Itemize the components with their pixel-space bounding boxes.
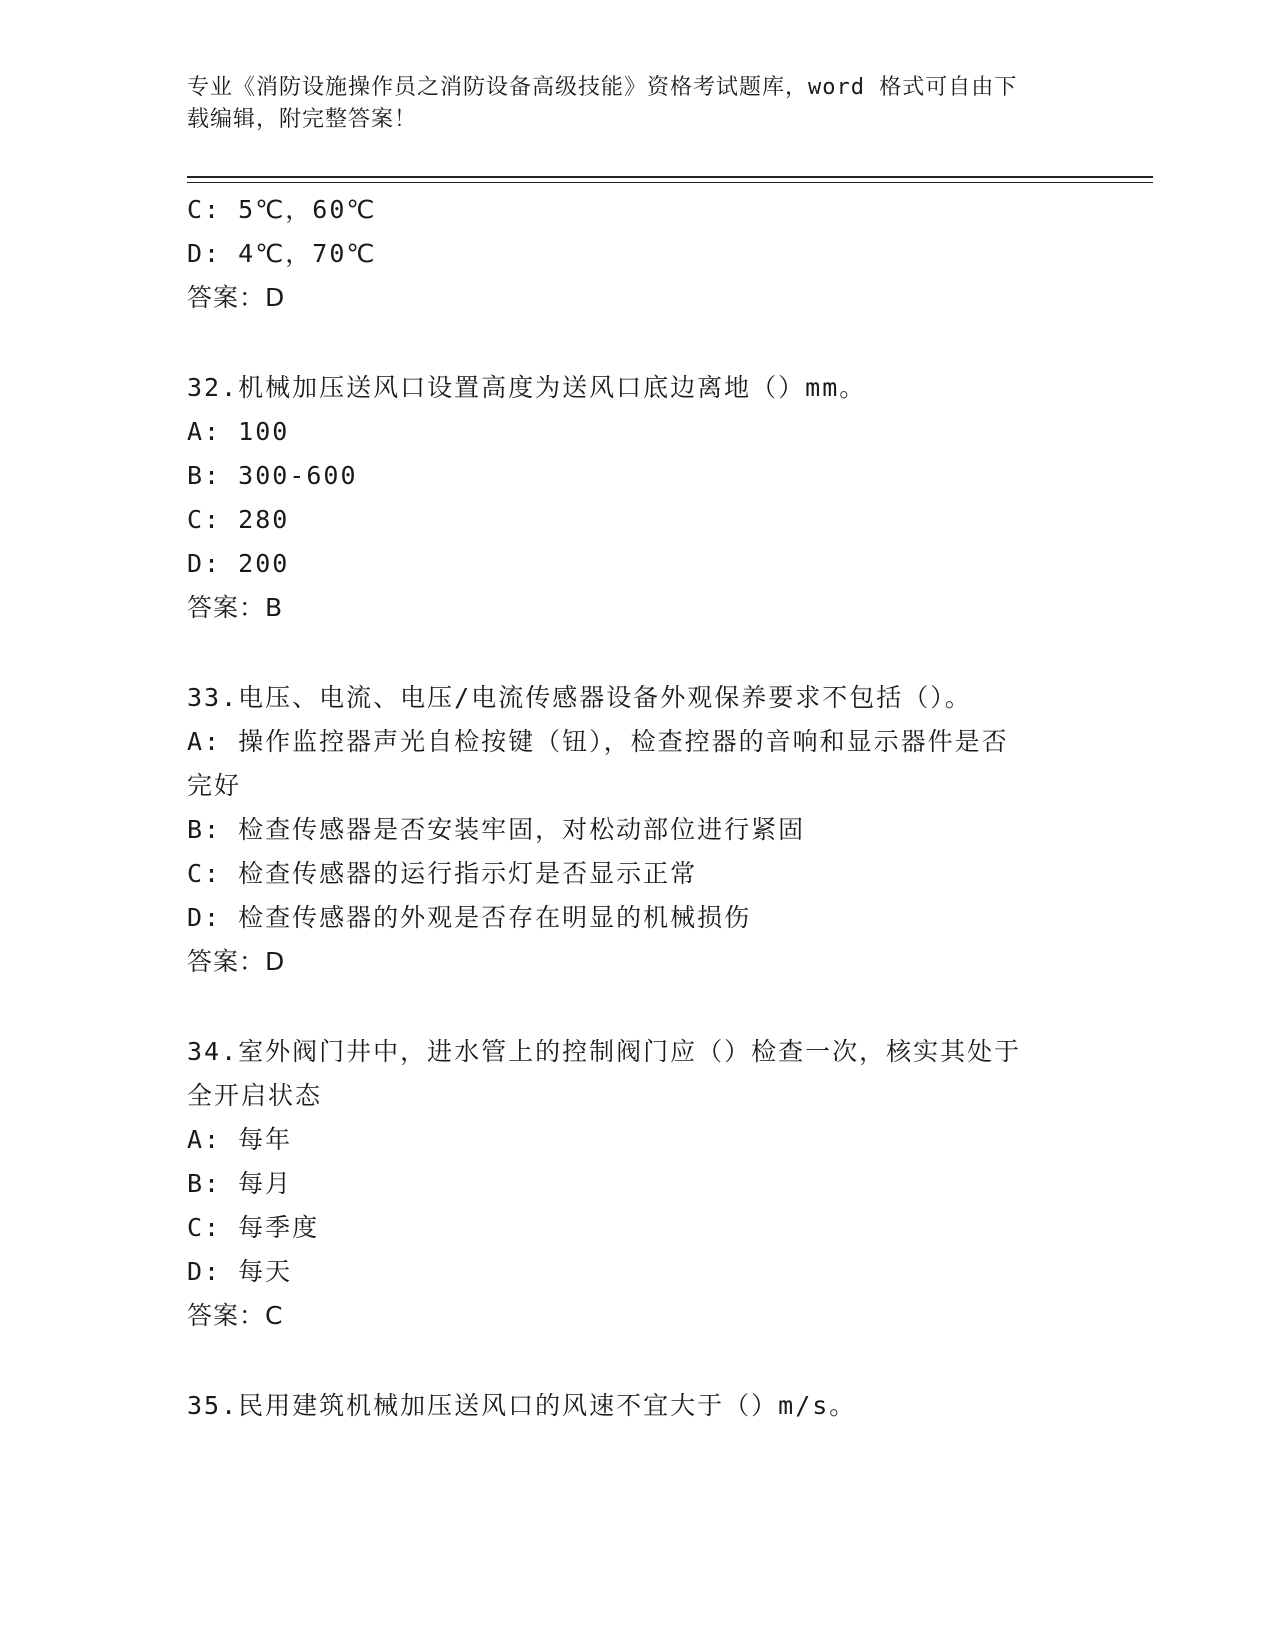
q34-stem-line-2: 全开启状态 bbox=[187, 1081, 323, 1110]
q33-option-a-line-2: 完好 bbox=[187, 771, 242, 800]
q32-answer: 答案：B bbox=[187, 593, 284, 622]
q32-stem: 32.机械加压送风口设置高度为送风口底边离地（）mm。 bbox=[187, 373, 867, 402]
q32-option-c: C: 280 bbox=[187, 505, 290, 534]
header-divider-thick bbox=[187, 176, 1153, 178]
q31-option-d: D: 4℃，70℃ bbox=[187, 239, 377, 268]
header-line-1: 专业《消防设施操作员之消防设备高级技能》资格考试题库，word 格式可自由下 bbox=[187, 75, 1018, 100]
q32-option-b: B: 300-600 bbox=[187, 461, 358, 490]
q34-answer: 答案：C bbox=[187, 1301, 284, 1330]
q31-option-c: C: 5℃，60℃ bbox=[187, 195, 377, 224]
q33-option-c: C: 检查传感器的运行指示灯是否显示正常 bbox=[187, 859, 698, 888]
q35-stem: 35.民用建筑机械加压送风口的风速不宜大于（）m/s。 bbox=[187, 1391, 857, 1420]
q33-option-d: D: 检查传感器的外观是否存在明显的机械损伤 bbox=[187, 903, 752, 932]
q33-option-a-line-1: A: 操作监控器声光自检按键（钮），检查控器的音响和显示器件是否 bbox=[187, 727, 1009, 756]
q34-option-c: C: 每季度 bbox=[187, 1213, 320, 1242]
q34-option-b: B: 每月 bbox=[187, 1169, 293, 1198]
document-header bbox=[187, 72, 1067, 136]
q34-stem-line-1: 34.室外阀门井中，进水管上的控制阀门应（）检查一次，核实其处于 bbox=[187, 1037, 1022, 1066]
q31-answer: 答案：D bbox=[187, 283, 286, 312]
header-line-2: 载编辑，附完整答案！ bbox=[187, 107, 418, 132]
q32-option-d: D: 200 bbox=[187, 549, 290, 578]
q33-stem: 33.电压、电流、电压/电流传感器设备外观保养要求不包括（）。 bbox=[187, 683, 972, 712]
q34-option-d: D: 每天 bbox=[187, 1257, 293, 1286]
q34-option-a: A: 每年 bbox=[187, 1125, 293, 1154]
q33-answer: 答案：D bbox=[187, 947, 286, 976]
q33-option-b: B: 检查传感器是否安装牢固，对松动部位进行紧固 bbox=[187, 815, 806, 844]
q32-option-a: A: 100 bbox=[187, 417, 290, 446]
header-divider-thin bbox=[187, 182, 1153, 183]
